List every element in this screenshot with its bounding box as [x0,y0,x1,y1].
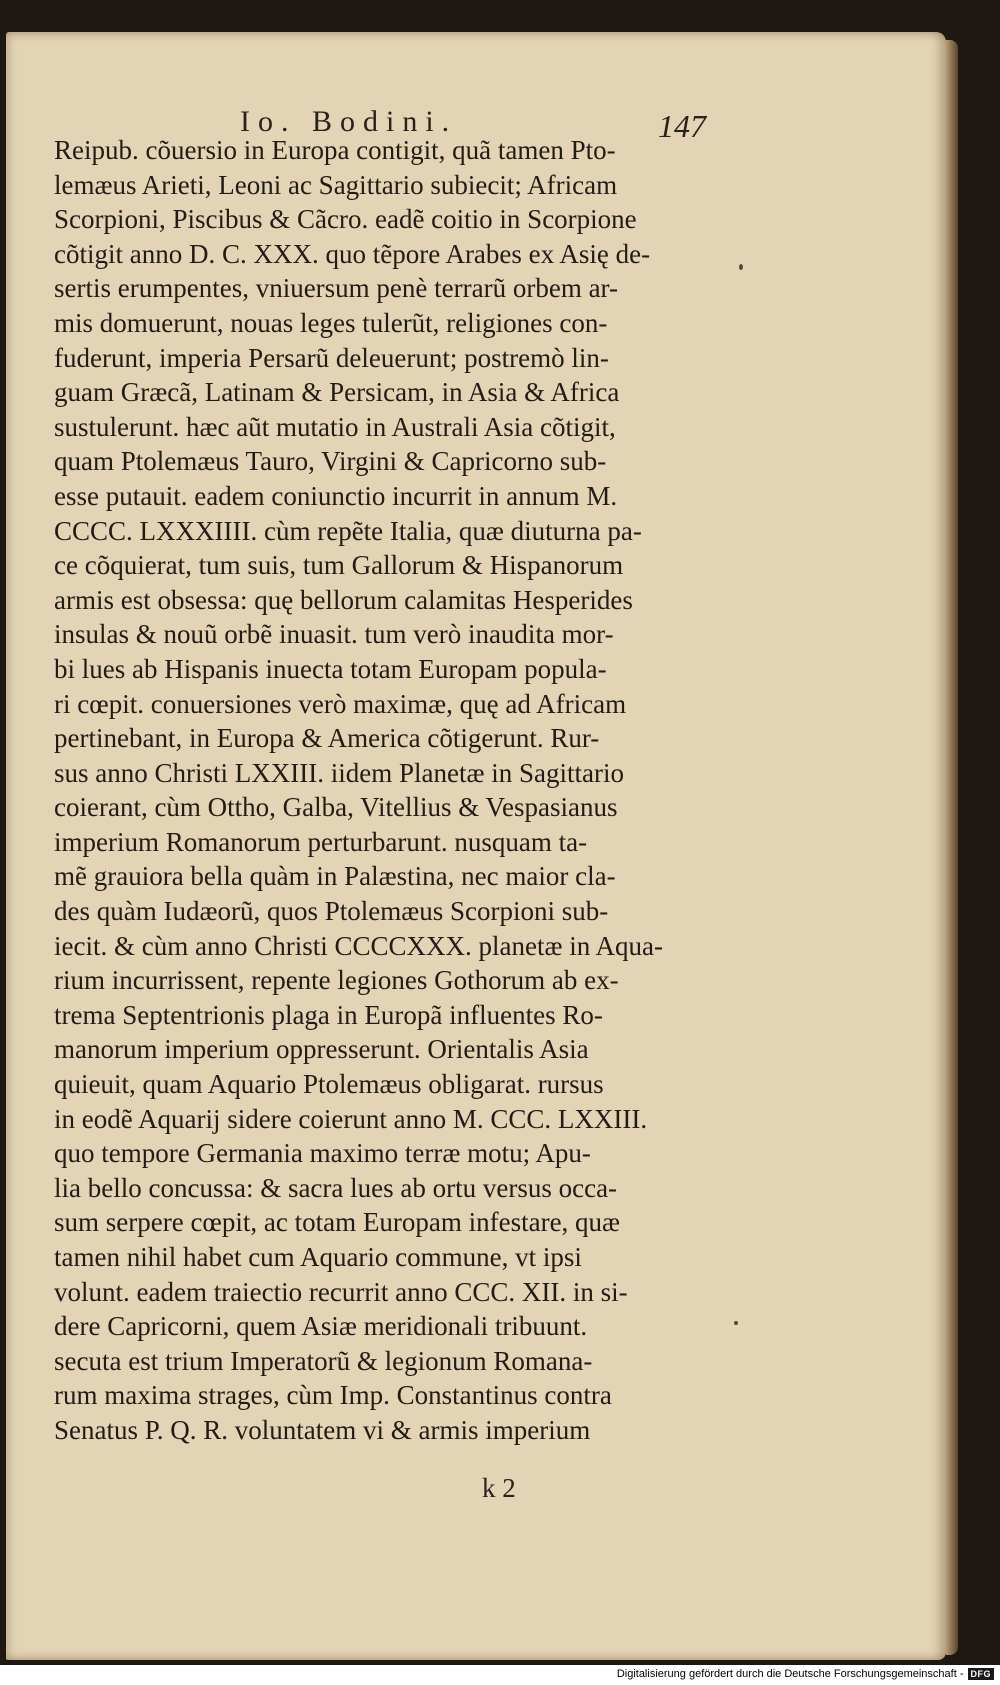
text-line: fuderunt, imperia Persarũ deleuerunt; postremò lin- [54,342,609,373]
text-line: Scorpioni, Piscibus & Cãcro. eadẽ coitio in Scorpione [54,204,637,235]
text-line: esse putauit. eadem coniunctio incurrit in annum M. [54,480,618,511]
dfg-logo: DFG [968,1668,995,1680]
text-line: ri cœpit. conuersiones verò maximæ, quę ad Africam [54,688,627,719]
text-line: sus anno Christi LXXIII. iidem Planetæ in Sagittario [54,757,624,788]
body-text [54,133,704,1448]
text-line: lemæus Arieti, Leoni ac Sagittario subiecit; Africam [54,169,618,200]
signature-mark: k 2 [482,1473,516,1503]
text-line: rum maxima strages, cùm Imp. Constantinus contra [54,1380,612,1411]
text-line: sertis erumpentes, vniuersum penè terrarũ orbem ar- [54,273,618,304]
text-line: rium incurrissent, repente legiones Gothorum ab ex- [54,965,619,996]
text-line: sustulerunt. hæc aũt mutatio in Australi Asia cõtigit, [54,411,616,442]
ink-spot [734,1321,738,1325]
page-number: 147 [658,108,706,144]
text-line: des quàm Iudæorũ, quos Ptolemæus Scorpioni sub- [54,896,609,927]
text-line: bi lues ab Hispanis inuecta totam Europam popula- [54,653,607,684]
text-line: coierant, cùm Ottho, Galba, Vitellius & Vespasianus [54,792,618,823]
text-line: volunt. eadem traiectio recurrit anno CCC. XII. in si- [54,1276,628,1307]
text-line: imperium Romanorum perturbarunt. nusquam ta- [54,826,588,857]
text-line: iecit. & cùm anno Christi CCCCXXX. planetæ in Aqua- [54,930,663,961]
text-line: guam Græcã, Latinam & Persicam, in Asia & Africa [54,377,620,408]
footer-credit: Digitalisierung gefördert durch die Deutsche Forschungsgemeinschaft - [616,1668,964,1680]
text-line: dere Capricorni, quem Asiæ meridionali tribuunt. [54,1311,588,1342]
text-line: CCCC. LXXXIIII. cùm repẽte Italia, quæ diuturna pa- [54,515,642,546]
text-line: cõtigit anno D. C. XXX. quo tẽpore Arabes ex Asię de- [54,238,651,269]
text-line: quam Ptolemæus Tauro, Virgini & Capricorno sub- [54,446,607,477]
text-line: secuta est trium Imperatorũ & legionum Romana- [54,1345,593,1376]
text-line: lia bello concussa: & sacra lues ab ortu versus occa- [54,1172,618,1203]
text-line: pertinebant, in Europa & America cõtigerunt. Rur- [54,723,600,754]
text-line: trema Septentrionis plaga in Europã influentes Ro- [54,999,603,1030]
digitization-footer [617,1668,994,1680]
text-line: Reipub. cõuersio in Europa contigit, quã tamen Pto- [54,135,616,165]
text-line: mẽ grauiora bella quàm in Palæstina, nec maior cla- [54,861,616,892]
text-line: ce cõquierat, tum suis, tum Gallorum & Hispanorum [54,550,624,581]
text-line: in eodẽ Aquarij sidere coierunt anno M. CCC. LXXIII. [54,1103,648,1134]
text-line: insulas & nouũ orbẽ inuasit. tum verò inaudita mor- [54,619,614,650]
ink-spot [739,264,743,270]
text-line: armis est obsessa: quę bellorum calamitas Hesperides [54,584,633,615]
text-line: quieuit, quam Aquario Ptolemæus obligarat. rursus [54,1069,604,1100]
text-line: manorum imperium oppresserunt. Orientalis Asia [54,1034,589,1065]
text-line: quo tempore Germania maximo terræ motu; Apu- [54,1138,591,1169]
text-line: tamen nihil habet cum Aquario commune, vt ipsi [54,1242,582,1272]
text-line: Senatus P. Q. R. voluntatem vi & armis imperium [54,1414,591,1445]
running-head: Io. Bodini. [240,105,458,138]
page-edge [946,40,958,1655]
text-line: sum serpere cœpit, ac totam Europam infestare, quæ [54,1207,621,1238]
text-line: mis domuerunt, nouas leges tulerũt, religiones con- [54,307,608,338]
